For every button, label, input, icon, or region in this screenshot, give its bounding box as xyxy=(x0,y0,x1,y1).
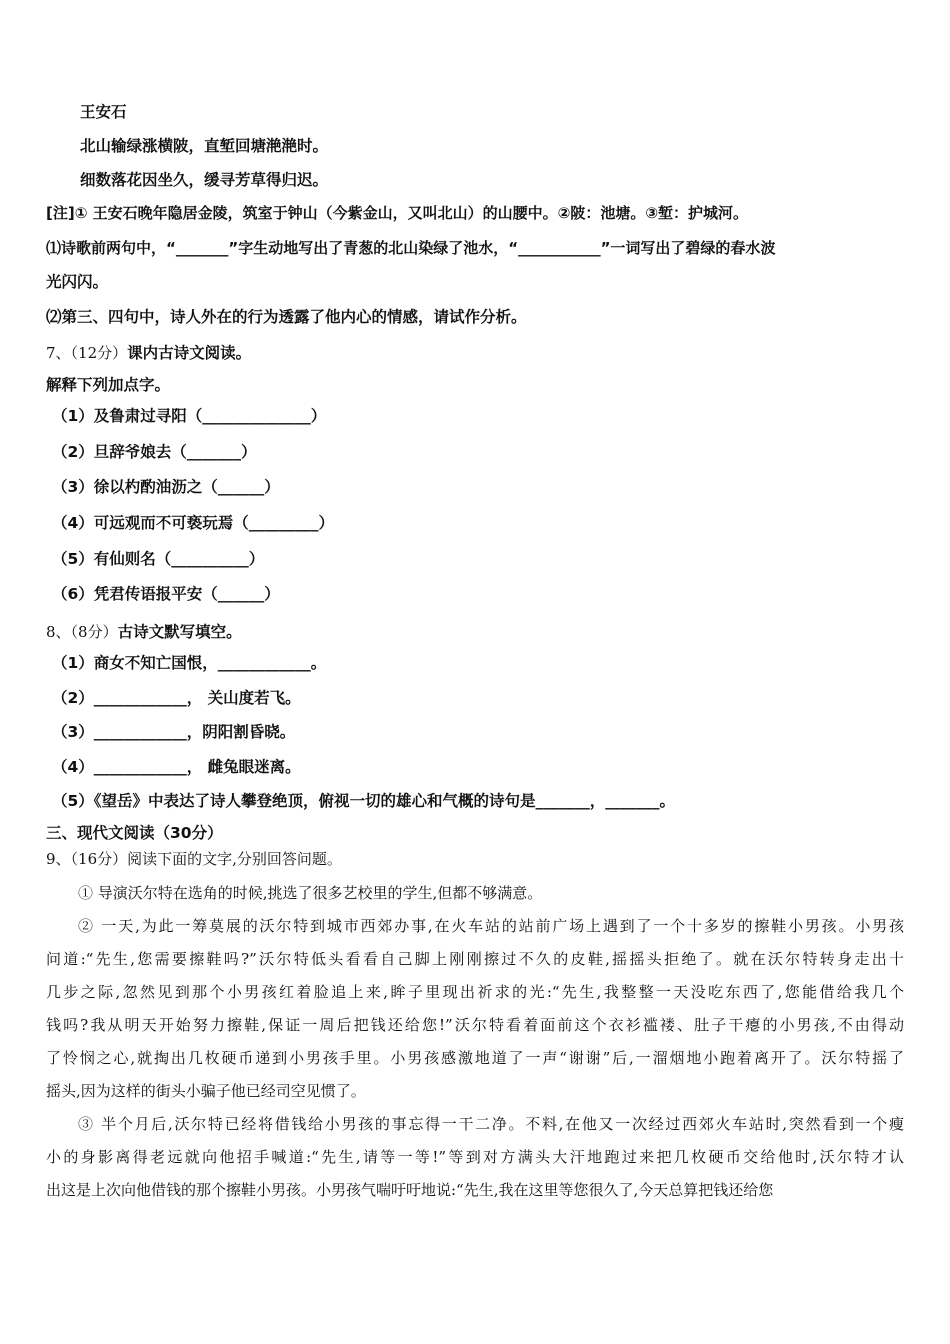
q6-sub1-line2: 光闪闪。 xyxy=(46,273,109,291)
q9-p2-line-6: 摇头,因为这样的街头小骗子他已经司空见惯了。 xyxy=(46,1082,366,1100)
q9-p2-line-5: 了怜悯之心,就掏出几枚硬币递到小男孩手里。小男孩感激地道了一声“谢谢”后,一溜烟地小跑着离开了。沃尔特摇了 xyxy=(46,1049,904,1067)
poem-author: 王安石 xyxy=(80,103,127,121)
q7-item-6: （6）凭君传语报平安（______） xyxy=(52,585,280,603)
q8-item-2: （2）____________， 关山度若飞。 xyxy=(52,689,301,707)
q9-p2-line-1: ② 一天,为此一筹莫展的沃尔特到城市西郊办事,在火车站的站前广场上遇到了一个十多岁的擦鞋小男孩。小男孩 xyxy=(78,917,904,935)
q7-heading xyxy=(46,341,251,363)
poem-line-1: 北山输绿涨横陂，直堑回塘滟滟时。 xyxy=(80,137,329,155)
q8-number: 8、（8分） xyxy=(46,623,118,641)
q8-title: 古诗文默写填空。 xyxy=(117,623,242,641)
q7-instruction: 解释下列加点字。 xyxy=(46,376,171,394)
q7-title: 课内古诗文阅读。 xyxy=(127,344,252,362)
section-3-heading: 三、现代文阅读（30分） xyxy=(46,824,223,842)
q9-p2-line-4: 钱吗?我从明天开始努力擦鞋,保证一周后把钱还给您!”沃尔特看着面前这个衣衫褴褛、肚子干瘪的小男孩,不由得动 xyxy=(46,1016,904,1034)
q9-paragraph-1: ① 导演沃尔特在选角的时候,挑选了很多艺校里的学生,但都不够满意。 xyxy=(78,884,543,902)
q9-intro: 9、（16分）阅读下面的文字,分别回答问题。 xyxy=(46,850,342,868)
q8-item-4: （4）____________， 雌兔眼迷离。 xyxy=(52,758,301,776)
q8-heading xyxy=(46,620,242,642)
q6-sub1-line1: ⑴诗歌前两句中，“_______”字生动地写出了青葱的北山染绿了池水，“___________”一词写出了碧绿的春水波 xyxy=(46,239,776,257)
q9-p2-line-3: 几步之际,忽然见到那个小男孩红着脸追上来,眸子里现出祈求的光:“先生,我整整一天没吃东西了,您能借给我几个 xyxy=(46,983,904,1001)
q9-p2-line-2: 问道:“先生,您需要擦鞋吗?”沃尔特低头看看自己脚上刚刚擦过不久的皮鞋,摇摇头拒绝了。就在沃尔特转身走出十 xyxy=(46,950,904,968)
q9-p3-line-3: 出这是上次向他借钱的那个擦鞋小男孩。小男孩气喘吁吁地说:“先生,我在这里等您很久了,今天总算把钱还给您 xyxy=(46,1181,774,1199)
q7-item-3: （3）徐以杓酌油沥之（______） xyxy=(52,478,280,496)
q8-item-3: （3）____________，阴阳割昏晓。 xyxy=(52,723,296,741)
poem-line-2: 细数落花因坐久，缓寻芳草得归迟。 xyxy=(80,171,329,189)
poem-annotation: [注]① 王安石晚年隐居金陵，筑室于钟山（今紫金山，又叫北山）的山腰中。②陂：池塘。③堑：护城河。 xyxy=(46,204,749,222)
q7-item-1: （1）及鲁肃过寻阳（______________） xyxy=(52,407,327,425)
q8-item-5: （5）《望岳》中表达了诗人攀登绝顶，俯视一切的雄心和气概的诗句是_______，_______。 xyxy=(52,792,676,810)
q9-p3-line-2: 小的身影离得老远就向他招手喊道:“先生,请等一等!”等到对方满头大汗地跑过来把几枚硬币交给他时,沃尔特才认 xyxy=(46,1148,904,1166)
q6-sub2: ⑵第三、四句中，诗人外在的行为透露了他内心的情感，请试作分析。 xyxy=(46,308,527,326)
q9-p3-line-1: ③ 半个月后,沃尔特已经将借钱给小男孩的事忘得一干二净。不料,在他又一次经过西郊火车站时,突然看到一个瘦 xyxy=(78,1115,904,1133)
q7-item-4: （4）可远观而不可亵玩焉（_________） xyxy=(52,514,335,532)
q7-item-5: （5）有仙则名（__________） xyxy=(52,550,265,568)
q8-item-1: （1）商女不知亡国恨，____________。 xyxy=(52,654,327,672)
q7-number: 7、（12分） xyxy=(46,344,128,362)
q7-item-2: （2）旦辞爷娘去（_______） xyxy=(52,443,257,461)
